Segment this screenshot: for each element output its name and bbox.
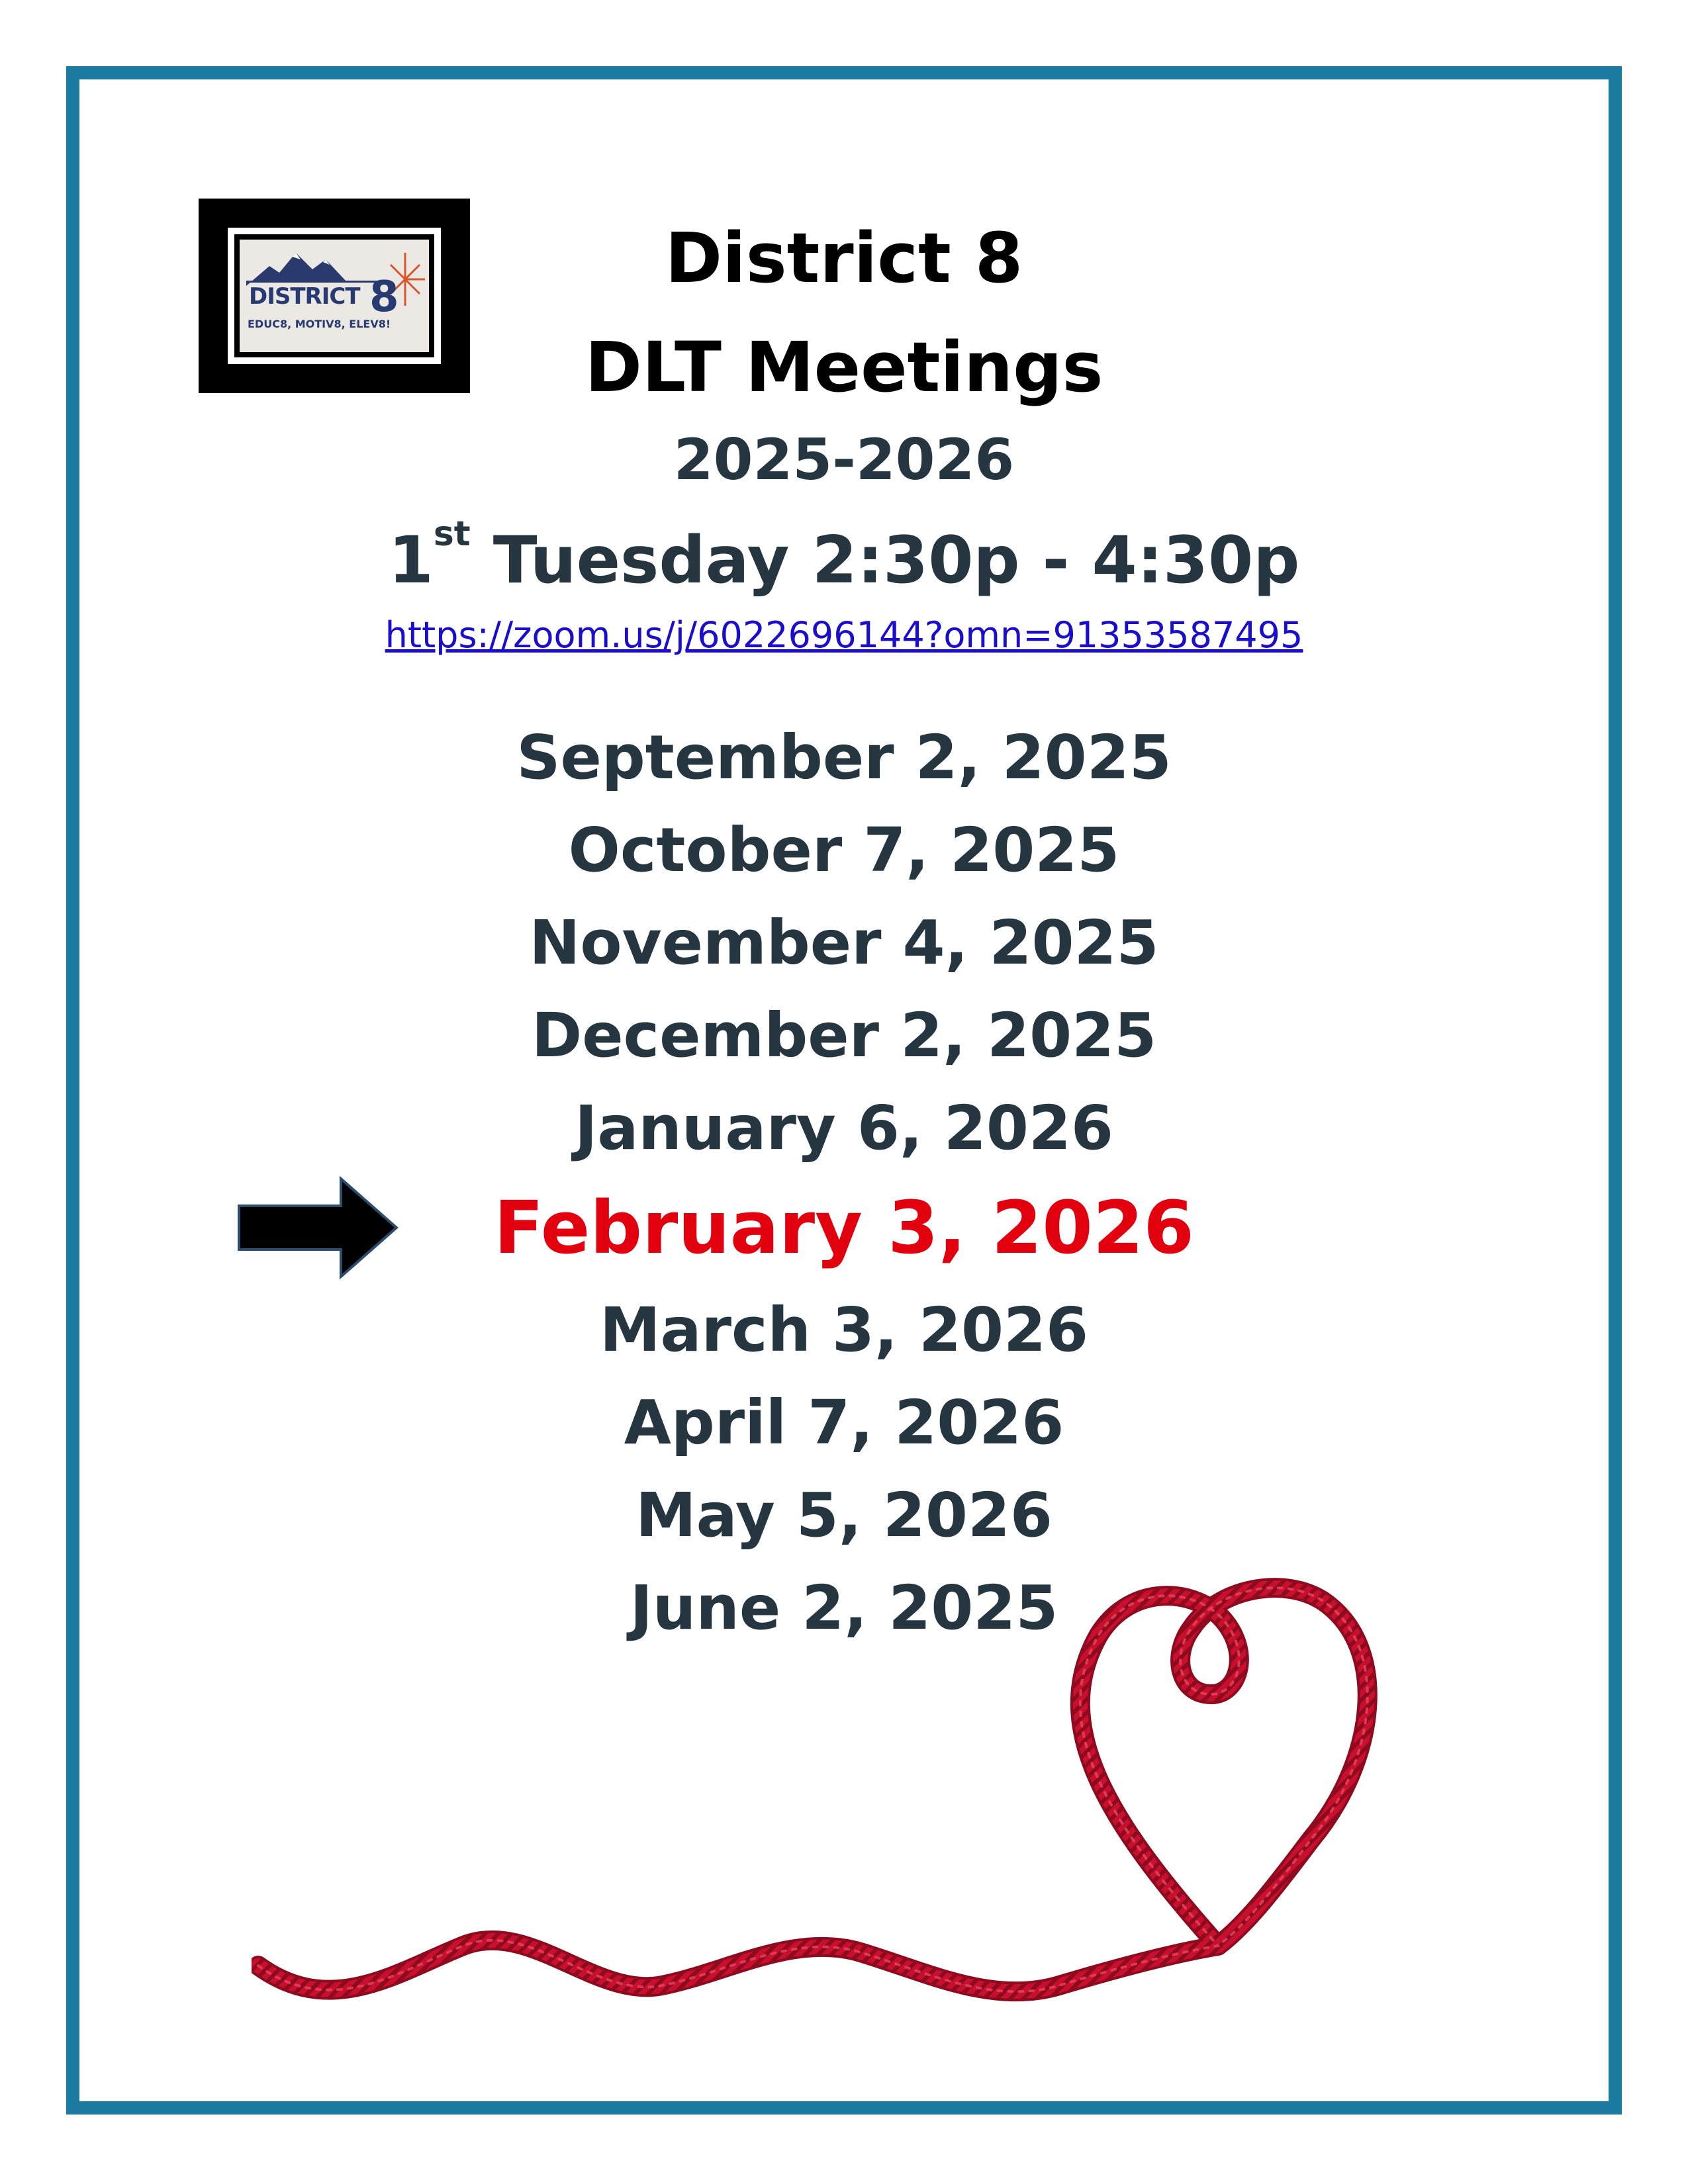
meeting-date-highlighted: February 3, 2026 <box>494 1185 1194 1270</box>
schedule-time: Tuesday 2:30p - 4:30p <box>470 523 1300 598</box>
meeting-date: December 2, 2025 <box>531 1000 1157 1071</box>
schedule-ordinal-suffix: st <box>433 514 471 554</box>
meeting-date: January 6, 2026 <box>575 1093 1113 1163</box>
meeting-date: September 2, 2025 <box>516 722 1172 793</box>
schedule-ordinal: 1 <box>388 523 434 598</box>
meeting-date: April 7, 2026 <box>624 1387 1064 1458</box>
red-rope-heart-decoration <box>252 1562 1470 2025</box>
zoom-link[interactable]: https://zoom.us/j/6022696144?omn=91353587495 <box>385 614 1303 656</box>
logo-word: DISTRICT <box>249 283 360 310</box>
meeting-date: June 2, 2025 <box>630 1572 1058 1643</box>
logo-tagline: EDUC8, MOTIV8, ELEV8! <box>248 318 391 330</box>
page-title: District 8 <box>665 218 1023 298</box>
meeting-date: November 4, 2025 <box>529 907 1159 978</box>
page-subtitle: DLT Meetings <box>585 327 1103 408</box>
logo-number: 8 <box>369 273 399 322</box>
right-arrow-icon <box>235 1175 400 1281</box>
school-year: 2025-2026 <box>673 427 1015 493</box>
meeting-date: October 7, 2025 <box>568 815 1120 886</box>
meeting-schedule <box>0 514 1688 602</box>
meeting-date: March 3, 2026 <box>599 1295 1089 1365</box>
meeting-date: May 5, 2026 <box>635 1480 1053 1551</box>
